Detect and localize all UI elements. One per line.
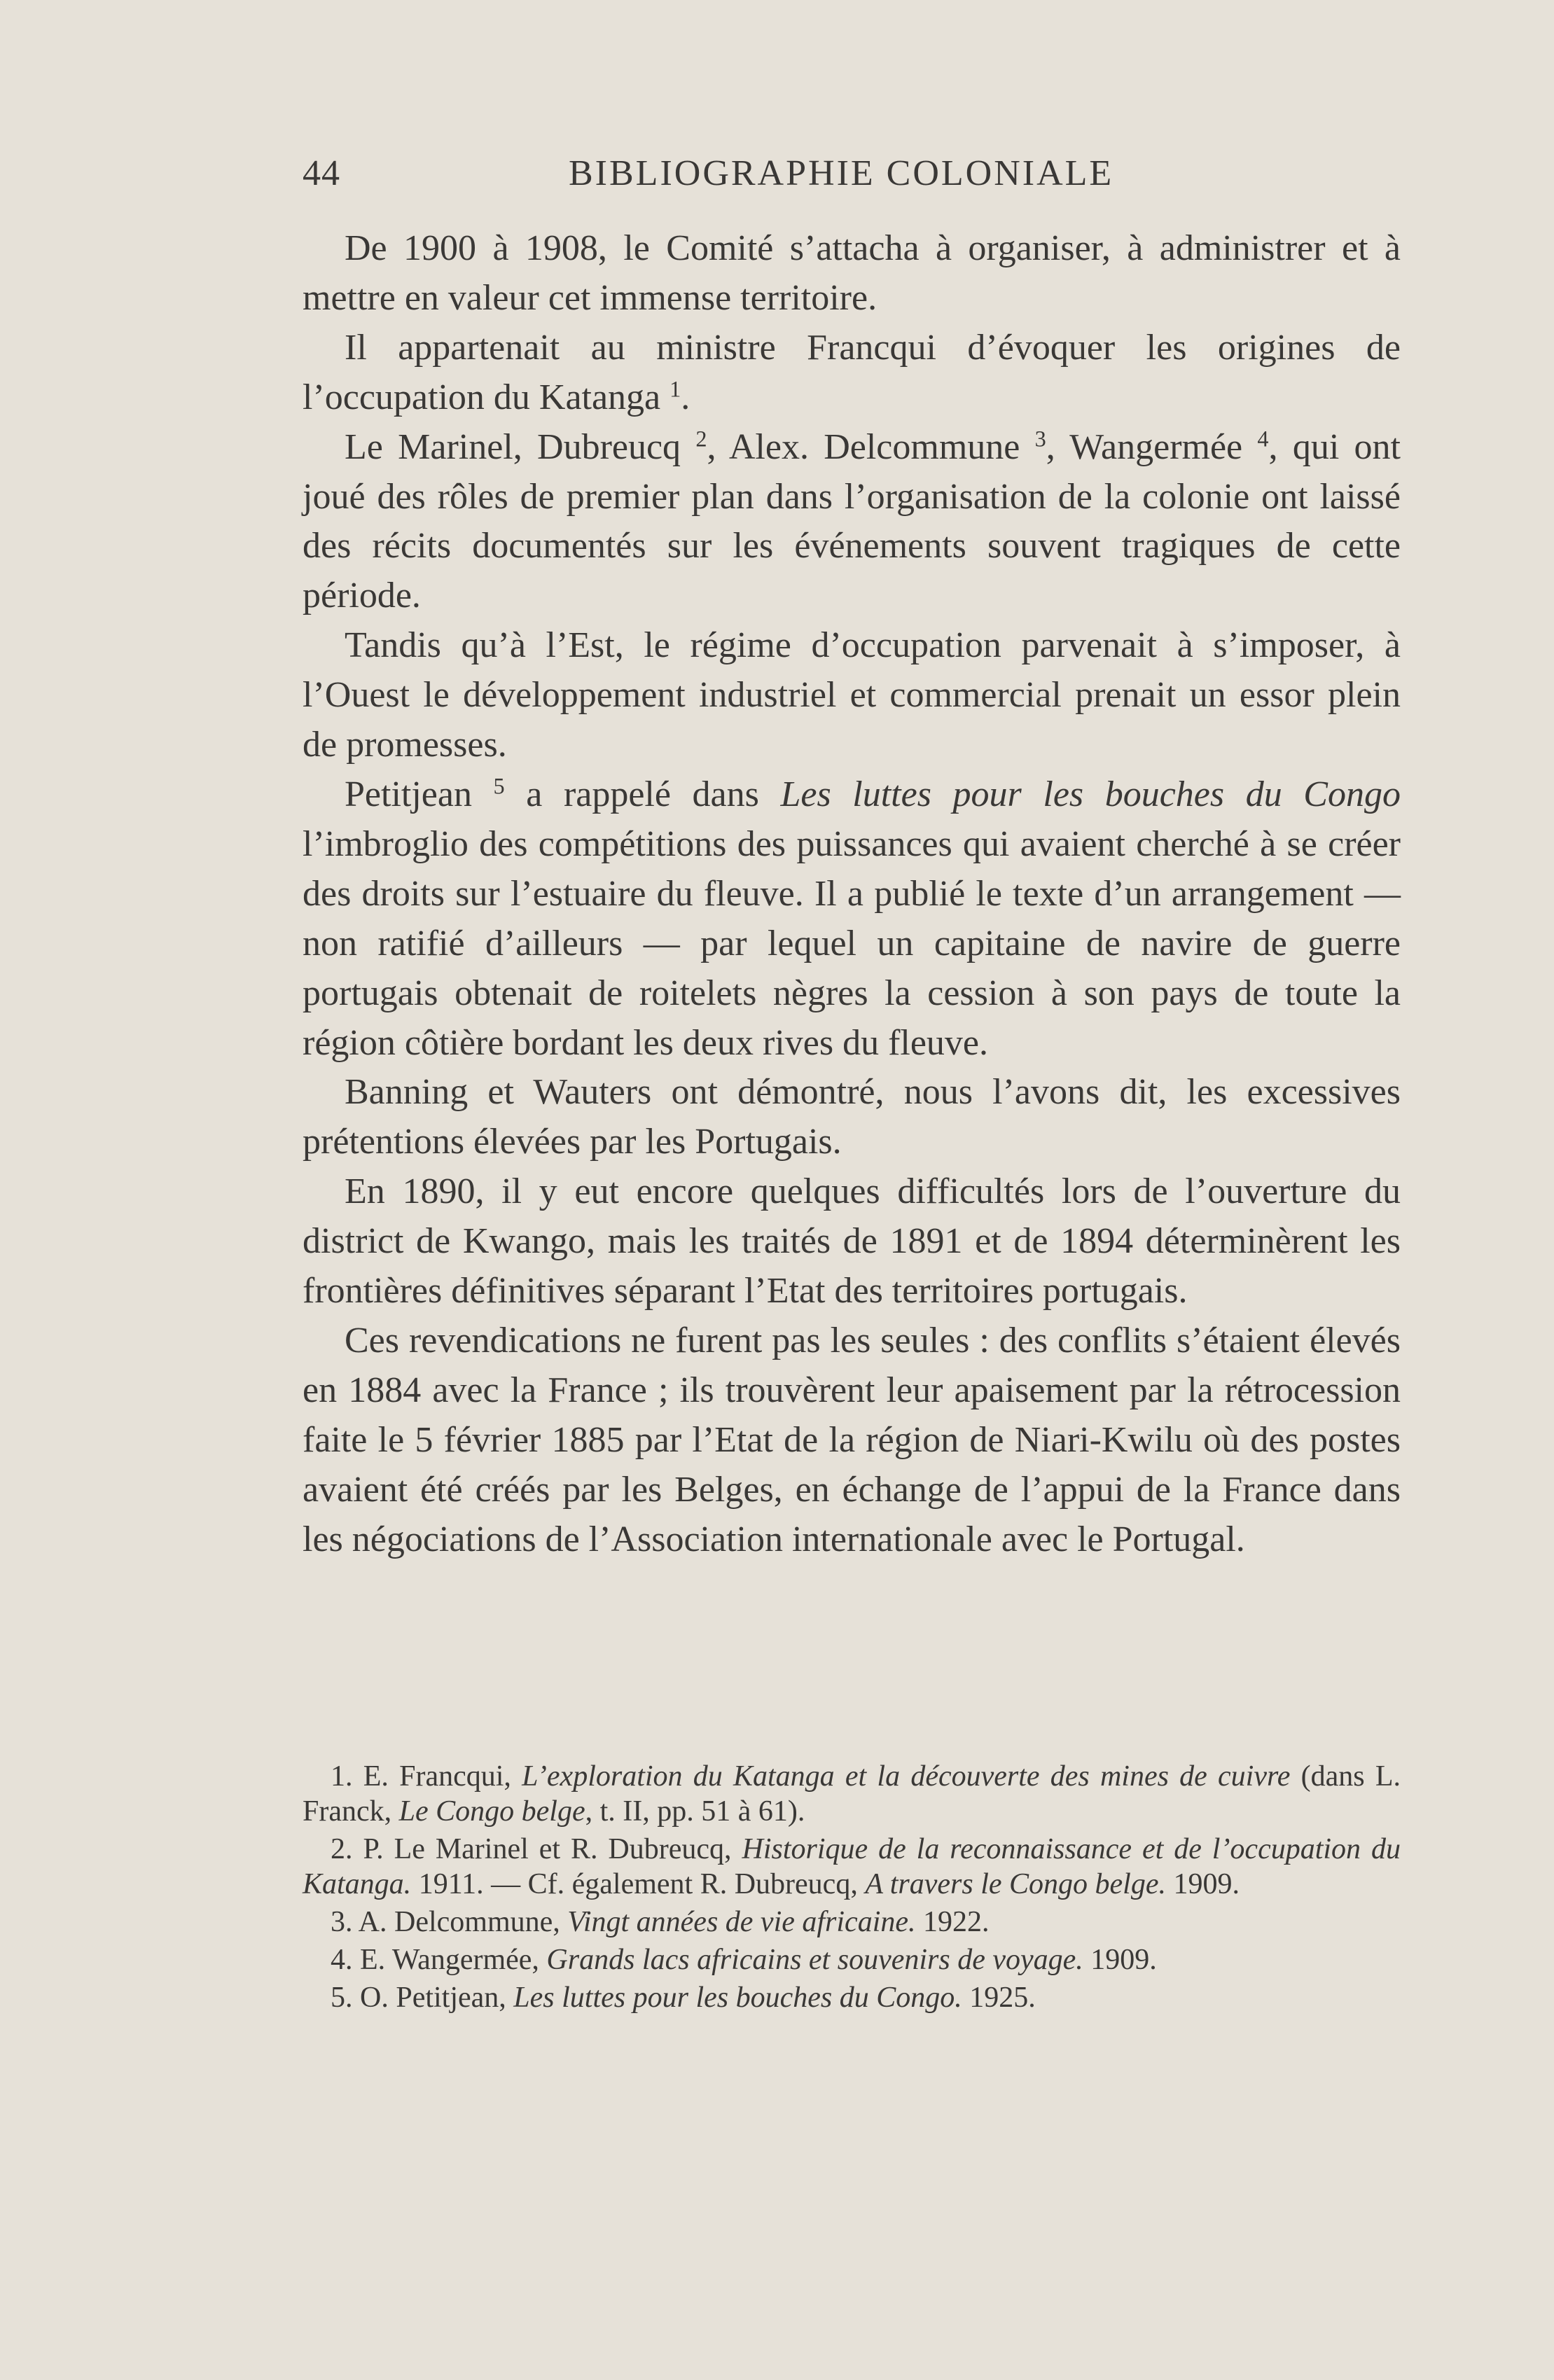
paragraph-7: En 1890, il y eut encore quelques difficultés lors de l’ouverture du district de Kwango, mais les traités de 1891 et de 1894 déterminèrent les frontières définitives séparant l’Etat des territoires portugais. <box>303 1171 1401 1311</box>
paragraph-8: Ces revendications ne furent pas les seules : des conflits s’étaient élevés en 1884 avec la France ; ils trouvèrent leur apaisement par la rétrocession faite le 5 février 1885 par l’Etat de la région de Niari-Kwilu où des postes avaient été créés par les Belges, en échange de l’appui de la France dans les négociations de l’Association internationale avec le Portugal. <box>303 1320 1401 1559</box>
main-text <box>303 224 1401 1564</box>
paragraph-5: Petitjean $^5$ a rappelé dans Les luttes pour les bouches du Congo l’imbroglio des compétitions des puissances qui avaient cherché à se créer des droits sur l’estuaire du fleuve. Il a publié le texte d’un arrangement — non ratifié d’ailleurs — par lequel un capitaine de navire de guerre portugais obtenait de roitelets nègres la cession à son pays de toute la région côtière bordant les deux rives du fleuve. <box>303 773 1401 1063</box>
footnote-ref-4: 4 <box>1257 425 1269 451</box>
footnote-3: 3. A. Delcommune, Vingt années de vie africaine. 1922. <box>331 1906 990 1938</box>
footnote-ref-2: 2 <box>695 425 707 451</box>
footnote-ref-5: 5 <box>493 773 505 799</box>
paragraph-1: De 1900 à 1908, le Comité s’attacha à organiser, à administrer et à mettre en valeur cet immense territoire. <box>303 228 1401 318</box>
running-title: BIBLIOGRAPHIE COLONIALE <box>569 153 1114 193</box>
footnote-5: 5. O. Petitjean, Les luttes pour les bouches du Congo. 1925. <box>331 1982 1036 2014</box>
footnote-2: 2. P. Le Marinel et R. Dubreucq, Historique de la reconnaissance et de l’occupation du Katanga. 1911. — Cf. également R. Dubreucq, A travers le Congo belge. 1909. <box>303 1833 1401 1900</box>
book-title: Les luttes pour les bouches du Congo <box>780 774 1401 814</box>
paragraph-4: Tandis qu’à l’Est, le régime d’occupation parvenait à s’imposer, à l’Ouest le développement industriel et commercial prenait un essor plein de promesses. <box>303 625 1401 765</box>
page-header <box>303 153 1401 202</box>
footnote-ref-1: 1 <box>670 376 681 401</box>
page-number: 44 <box>303 153 340 193</box>
paragraph-2: Il appartenait au ministre Francqui d’évoquer les origines de l’occupation du Katanga $^1$. <box>303 327 1401 417</box>
footnotes <box>303 1759 1401 2018</box>
footnote-4: 4. E. Wangermée, Grands lacs africains et souvenirs de voyage. 1909. <box>331 1944 1157 1976</box>
paragraph-3: Le Marinel, Dubreucq $^2$, Alex. Delcommune $^3$, Wangermée $^4$, qui ont joué des rôles de premier plan dans l’organisation de la colonie ont laissé des récits documentés sur les événements souvent tragiques de cette période. <box>303 425 1401 616</box>
footnote-ref-3: 3 <box>1034 425 1046 451</box>
paragraph-6: Banning et Wauters ont démontré, nous l’avons dit, les excessives prétentions élevées par les Portugais. <box>303 1072 1401 1162</box>
footnote-1: 1. E. Francqui, L’exploration du Katanga et la découverte des mines de cuivre (dans L. Franck, Le Congo belge, t. II, pp. 51 à 61). <box>303 1760 1401 1828</box>
